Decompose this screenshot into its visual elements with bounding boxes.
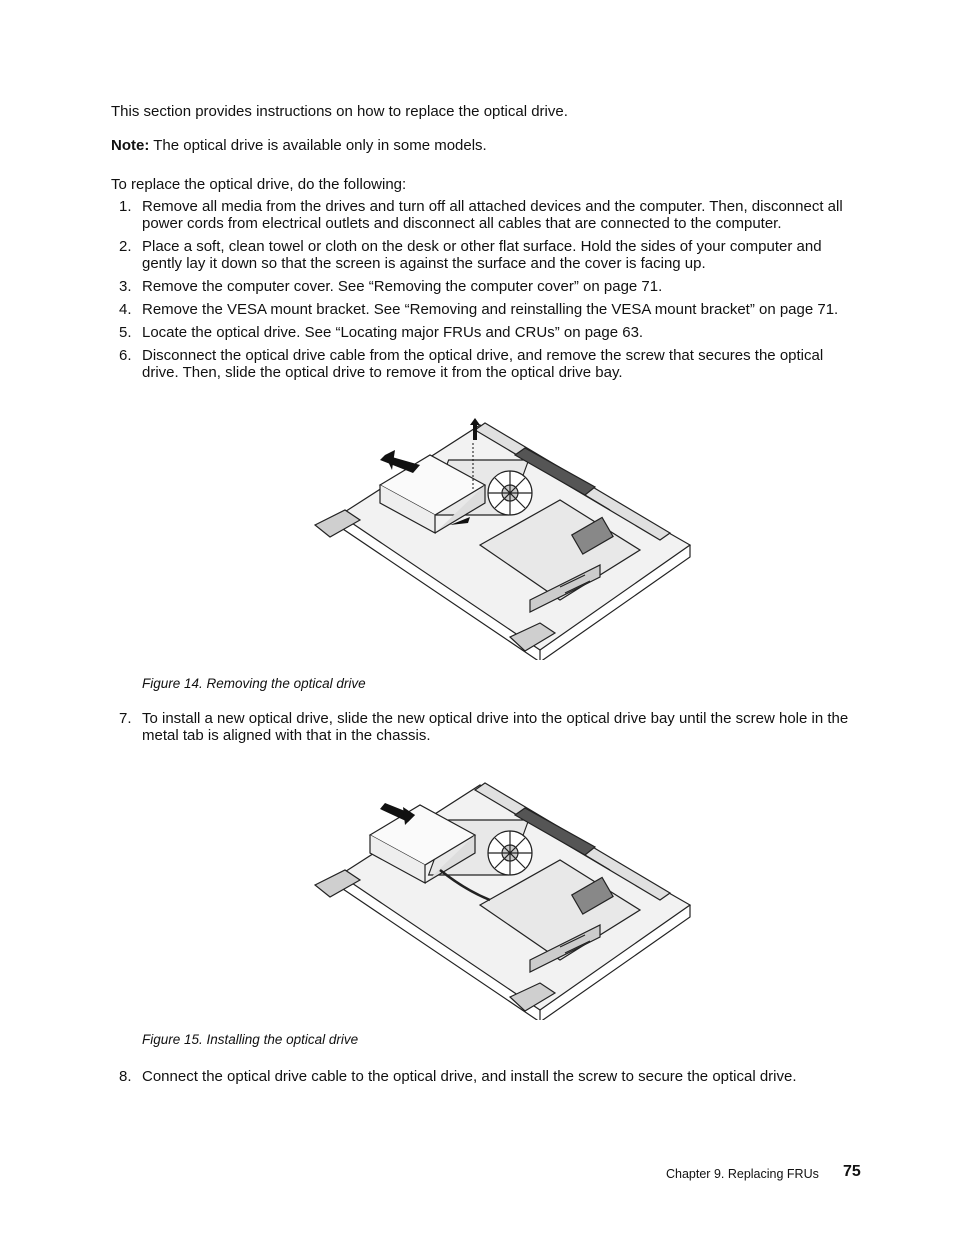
note: [111, 137, 487, 154]
list-item: 3. Remove the computer cover. See “Removing the computer cover” on page 71.: [119, 278, 663, 295]
intro-text: This section provides instructions on how to replace the optical drive.: [111, 103, 568, 120]
list-item: 8. Connect the optical drive cable to the optical drive, and install the screw to secure the optical drive.: [119, 1068, 797, 1085]
list-item: 5. Locate the optical drive. See “Locating major FRUs and CRUs” on page 63.: [119, 324, 644, 341]
list-item: 1. Remove all media from the drives and turn off all attached devices and the computer. Then, disconnect all power cords from electrical outlets and disconnect all cables that are connected to the computer.: [119, 198, 843, 232]
note-text: The optical drive is available only in some models.: [153, 137, 487, 154]
step-list: [111, 198, 863, 387]
figure-15-caption: Figure 15. Installing the optical drive: [142, 1032, 359, 1047]
list-item: 4. Remove the VESA mount bracket. See “Removing and reinstalling the VESA mount bracket” on page 71.: [119, 301, 839, 318]
note-label: Note:: [111, 137, 150, 154]
footer-chapter: Chapter 9. Replacing FRUs: [666, 1167, 819, 1181]
list-item: 2. Place a soft, clean towel or cloth on the desk or other flat surface. Hold the sides of your computer and gently lay it down so that the screen is against the surface and the cover is facing up.: [119, 238, 822, 272]
list-item: 6. Disconnect the optical drive cable from the optical drive, and remove the screw that secures the optical drive. Then, slide the optical drive to remove it from the optical drive bay.: [119, 347, 824, 381]
step-list-7: [111, 710, 863, 750]
step-list-8: [111, 1068, 863, 1091]
figure-15-installing-optical-drive: [300, 775, 700, 1020]
figure-14-removing-optical-drive: [300, 415, 700, 660]
list-item: 7. To install a new optical drive, slide the new optical drive into the optical drive bay until the screw hole in the metal tab is aligned with that in the chassis.: [119, 710, 849, 744]
figure-14-caption: Figure 14. Removing the optical drive: [142, 676, 366, 691]
page-number: 75: [843, 1163, 861, 1180]
lead-in-text: To replace the optical drive, do the following:: [111, 176, 407, 193]
